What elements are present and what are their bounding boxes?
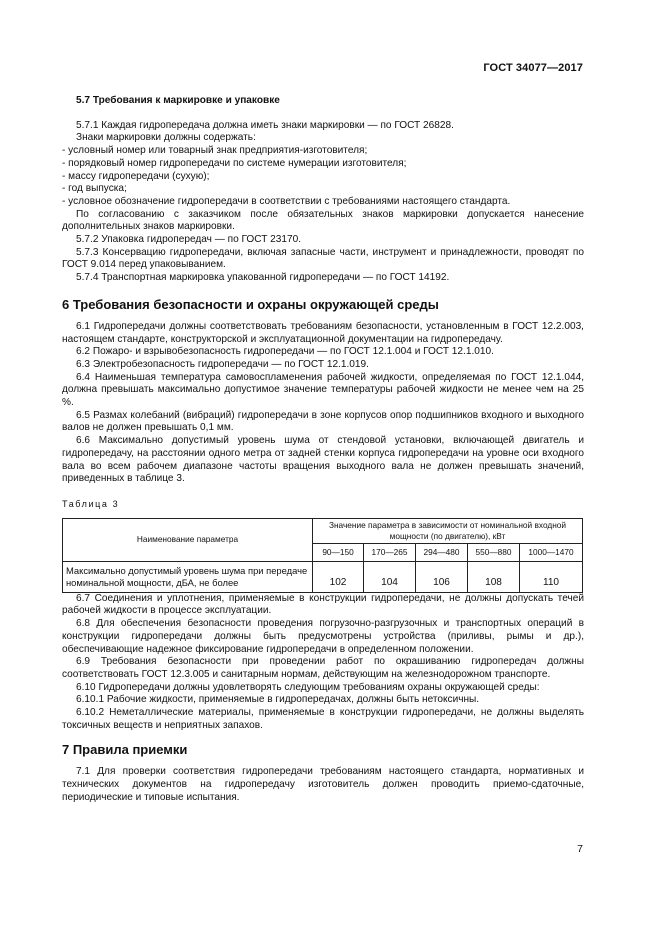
paragraph-6-10-2: 6.10.2 Неметаллические материалы, применяемые в конструкции гидропередачи, не должны выделять токсичных веществ и неприятных запахов.	[62, 707, 584, 731]
section-7-heading: 7 Правила приемки	[62, 742, 188, 758]
paragraph-7-1: 7.1 Для проверки соответствия гидропередачи требованиям настоящего стандарта, нормативных и технических документов на гидропередачу изготовитель должен проводить приемо-сдаточные, периодические и типовые испытания.	[62, 766, 584, 803]
table-cell-value: 102	[313, 561, 364, 592]
paragraph-5-7-3: 5.7.3 Консервацию гидропередачи, включая запасные части, инструмент и принадлежности, проводят по ГОСТ 9.014 перед упаковыванием.	[62, 246, 584, 271]
paragraph-6-4: 6.4 Наименьшая температура самовоспламенения рабочей жидкости, определяемая по ГОСТ 12.1.044, должна превышать максимально допустимое значение температуры рабочей жидкости не менее чем на 25 %.	[62, 371, 584, 409]
paragraph-6-7: 6.7 Соединения и уплотнения, применяемые в конструкции гидропередачи, не должны допускать течей рабочей жидкости в процессе эксплуатации.	[62, 592, 584, 617]
section-6-heading: 6 Требования безопасности и охраны окружающей среды	[62, 296, 439, 312]
paragraph-5-7-4: 5.7.4 Транспортная маркировка упакованной гидропередачи — по ГОСТ 14192.	[76, 272, 450, 284]
paragraph-5-7-2: 5.7.2 Упаковка гидропередач — по ГОСТ 23170.	[76, 234, 302, 246]
paragraph-6-6: 6.6 Максимально допустимый уровень шума от стендовой установки, включающей двигатель и гидропередачу, на расстоянии одного метра от задней стенки корпуса гидропередачи на уровне оси входного вала во всем рабочем диапазоне частоты вращения выходного вала не должен превышать значений, приведенных в таблице 3.	[62, 435, 584, 485]
list-item: - условный номер или товарный знак предприятия-изготовителя;	[62, 145, 368, 157]
document-body	[62, 95, 584, 805]
paragraph-6-8: 6.8 Для обеспечения безопасности проведения погрузочно-разгрузочных и транспортных операций в конструкции гидропередачи должны быть предусмотрены устройства (приливы, рымы и др.), обеспечивающие надежное фиксирование гидропередачи в определенном положении.	[62, 618, 584, 655]
table-row	[63, 561, 583, 592]
list-item: - условное обозначение гидропередачи в соответствии с требованиями настоящего стандарта.	[62, 195, 511, 207]
table-cell-value: 106	[416, 561, 468, 592]
paragraph-marking-intro: Знаки маркировки должны содержать:	[76, 132, 256, 144]
paragraph-5-7-1: 5.7.1 Каждая гидропередача должна иметь знаки маркировки — по ГОСТ 26828.	[76, 119, 454, 131]
table-header-range: 1000—1470	[520, 543, 583, 561]
table-header-range: 170—265	[364, 543, 416, 561]
paragraph-agreement: По согласованию с заказчиком после обязательных знаков маркировки допускается нанесение дополнительных знаков маркировки.	[62, 208, 584, 233]
paragraph-6-10: 6.10 Гидропередачи должны удовлетворять следующим требованиям охраны окружающей среды:	[76, 681, 540, 693]
list-item: - массу гидропередачи (сухую);	[62, 170, 210, 182]
table-header-value-group: Значение параметра в зависимости от номинальной входной мощности (по двигателю), кВт	[313, 518, 583, 543]
page-number: 7	[577, 843, 583, 855]
table-header-range: 294—480	[416, 543, 468, 561]
list-item: - год выпуска;	[62, 183, 127, 195]
paragraph-6-3: 6.3 Электробезопасность гидропередачи — по ГОСТ 12.1.019.	[76, 358, 369, 370]
document-id-header: ГОСТ 34077—2017	[483, 62, 583, 74]
section-5-7-heading: 5.7 Требования к маркировке и упаковке	[76, 95, 280, 106]
table-cell-value: 104	[364, 561, 416, 592]
paragraph-6-2: 6.2 Пожаро- и взрывобезопасность гидропередачи — по ГОСТ 12.1.004 и ГОСТ 12.1.010.	[76, 346, 494, 358]
table-header-range: 550—880	[468, 543, 520, 561]
table-cell-value: 108	[468, 561, 520, 592]
table-header-parameter: Наименование параметра	[63, 518, 313, 561]
table-header-range: 90—150	[313, 543, 364, 561]
table-caption: Таблица 3	[62, 498, 120, 509]
paragraph-6-1: 6.1 Гидропередачи должны соответствовать требованиям безопасности, установленным в ГОСТ 12.2.003, настоящем стандарте, конструкторской и эксплуатационной документации на гидропередачу.	[62, 320, 584, 345]
paragraph-6-9: 6.9 Требования безопасности при проведении работ по окрашиванию гидропередач должны соответствовать ГОСТ 12.3.005 и санитарным нормам, действующим на железнодорожном транспорте.	[62, 656, 584, 680]
table-row-parameter-name: Максимально допустимый уровень шума при передаче номинальной мощности, дБА, не более	[63, 561, 313, 592]
noise-level-table	[62, 518, 583, 593]
list-item: - порядковый номер гидропередачи по системе нумерации изготовителя;	[62, 157, 407, 169]
paragraph-6-5: 6.5 Размах колебаний (вибраций) гидропередачи в зоне корпусов опор подшипников входного и выходного валов не должен превышать 0,1 мм.	[62, 409, 584, 434]
table-cell-value: 110	[520, 561, 583, 592]
paragraph-6-10-1: 6.10.1 Рабочие жидкости, применяемые в гидропередачах, должны быть нетоксичны.	[76, 694, 480, 706]
